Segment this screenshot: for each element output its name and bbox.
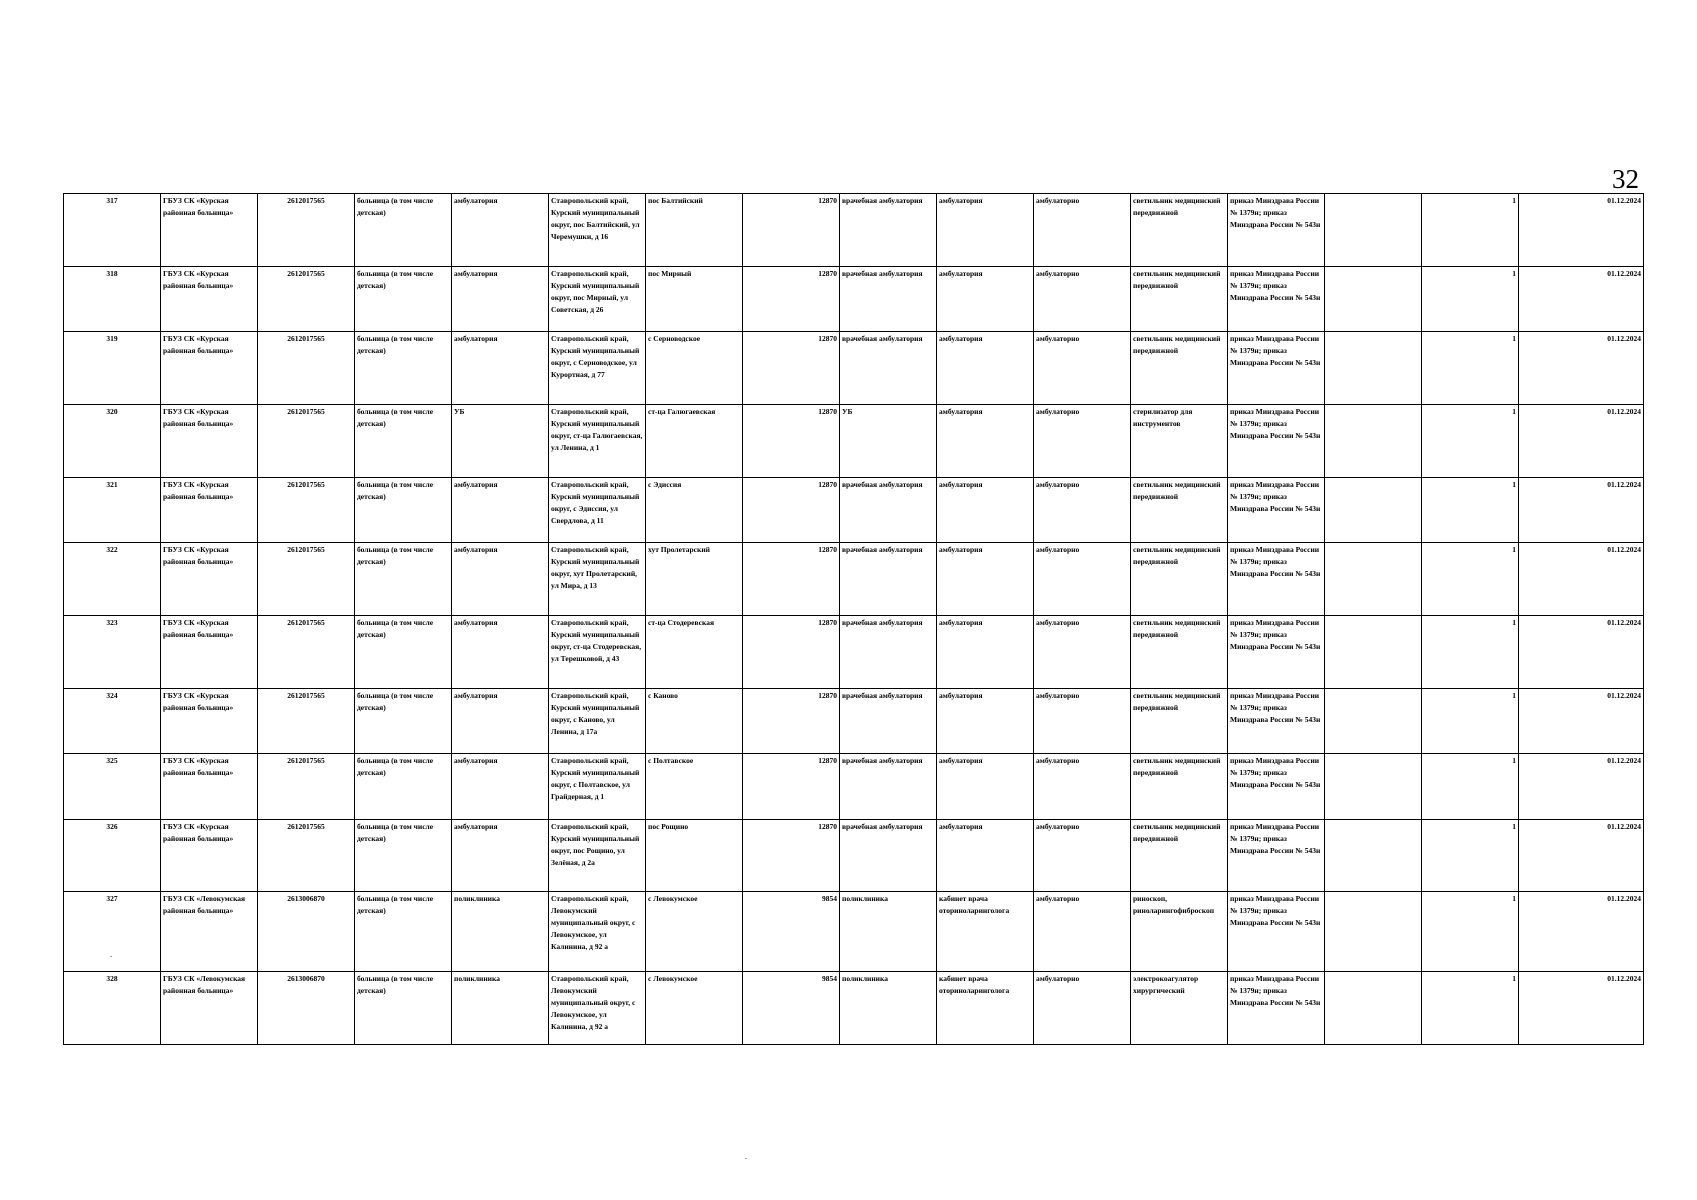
unit-name-cell: врачебная амбулатория: [840, 194, 937, 267]
inn-cell: 2612017565: [258, 332, 355, 405]
row-number-cell: 325: [64, 754, 161, 820]
date-cell: 01.12.2024: [1519, 754, 1644, 820]
care-form-cell: амбулаторно: [1034, 892, 1131, 972]
equipment-cell: электрокоагулятор хирургический: [1131, 972, 1228, 1045]
equipment-cell: светильник медицинский передвижной: [1131, 266, 1228, 332]
care-form-cell: амбулаторно: [1034, 332, 1131, 405]
inn-cell: 2612017565: [258, 688, 355, 754]
quantity-cell: 1: [1422, 266, 1519, 332]
organization-type-cell: больница (в том числе детская): [355, 892, 452, 972]
inn-cell: 2612017565: [258, 819, 355, 892]
organization-type-cell: больница (в том числе детская): [355, 194, 452, 267]
unit-type-cell: поликлиника: [452, 972, 549, 1045]
quantity-cell: 1: [1422, 332, 1519, 405]
page-number: 32: [1612, 164, 1639, 194]
equipment-cell: светильник медицинский передвижной: [1131, 819, 1228, 892]
code-cell: 12870: [743, 332, 840, 405]
date-cell: 01.12.2024: [1519, 543, 1644, 616]
order-reference-cell: приказ Минздрава России № 1379н; приказ Минздрава России № 543н: [1228, 688, 1325, 754]
code-cell: 12870: [743, 266, 840, 332]
department-cell: амбулатория: [937, 477, 1034, 543]
code-cell: 12870: [743, 404, 840, 477]
inn-cell: 2613006870: [258, 892, 355, 972]
code-cell: 12870: [743, 543, 840, 616]
quantity-cell: 1: [1422, 615, 1519, 688]
locality-cell: пос Рощино: [646, 819, 743, 892]
equipment-cell: светильник медицинский передвижной: [1131, 543, 1228, 616]
table-row: [64, 543, 1644, 616]
date-cell: 01.12.2024: [1519, 892, 1644, 972]
care-form-cell: амбулаторно: [1034, 615, 1131, 688]
scan-dot-mark: .: [110, 950, 112, 959]
unit-name-cell: врачебная амбулатория: [840, 688, 937, 754]
unit-type-cell: поликлиника: [452, 892, 549, 972]
table-row: [64, 477, 1644, 543]
order-reference-cell: приказ Минздрава России № 1379н; приказ Минздрава России № 543н: [1228, 332, 1325, 405]
quantity-cell: 1: [1422, 477, 1519, 543]
empty-cell: [1325, 332, 1422, 405]
date-cell: 01.12.2024: [1519, 266, 1644, 332]
organization-cell: ГБУЗ СК «Левокумская районная больница»: [161, 892, 258, 972]
unit-name-cell: врачебная амбулатория: [840, 332, 937, 405]
address-cell: Ставропольский край, Левокумский муниципальный округ, с Левокумское, ул Калинина, д 92 а: [549, 892, 646, 972]
organization-cell: ГБУЗ СК «Курская районная больница»: [161, 404, 258, 477]
table-row: [64, 615, 1644, 688]
code-cell: 12870: [743, 194, 840, 267]
department-cell: амбулатория: [937, 819, 1034, 892]
row-number-cell: 326: [64, 819, 161, 892]
organization-cell: ГБУЗ СК «Курская районная больница»: [161, 819, 258, 892]
row-number-cell: 327: [64, 892, 161, 972]
locality-cell: с Каново: [646, 688, 743, 754]
unit-type-cell: амбулатория: [452, 266, 549, 332]
table-row: [64, 332, 1644, 405]
date-cell: 01.12.2024: [1519, 194, 1644, 267]
unit-name-cell: врачебная амбулатория: [840, 477, 937, 543]
organization-cell: ГБУЗ СК «Курская районная больница»: [161, 194, 258, 267]
order-reference-cell: приказ Минздрава России № 1379н; приказ Минздрава России № 543н: [1228, 972, 1325, 1045]
organization-cell: ГБУЗ СК «Курская районная больница»: [161, 543, 258, 616]
order-reference-cell: приказ Минздрава России № 1379н; приказ Минздрава России № 543н: [1228, 543, 1325, 616]
empty-cell: [1325, 404, 1422, 477]
unit-name-cell: врачебная амбулатория: [840, 754, 937, 820]
department-cell: амбулатория: [937, 404, 1034, 477]
code-cell: 12870: [743, 819, 840, 892]
date-cell: 01.12.2024: [1519, 688, 1644, 754]
department-cell: амбулатория: [937, 688, 1034, 754]
date-cell: 01.12.2024: [1519, 615, 1644, 688]
unit-type-cell: амбулатория: [452, 477, 549, 543]
row-number-cell: 319: [64, 332, 161, 405]
equipment-cell: стерилизатор для инструментов: [1131, 404, 1228, 477]
quantity-cell: 1: [1422, 543, 1519, 616]
care-form-cell: амбулаторно: [1034, 972, 1131, 1045]
care-form-cell: амбулаторно: [1034, 819, 1131, 892]
code-cell: 12870: [743, 688, 840, 754]
unit-type-cell: УБ: [452, 404, 549, 477]
address-cell: Ставропольский край, Курский муниципальный округ, пос Балтийский, ул Черемушки, д 16: [549, 194, 646, 267]
organization-cell: ГБУЗ СК «Курская районная больница»: [161, 477, 258, 543]
address-cell: Ставропольский край, Курский муниципальный округ, с Полтавское, ул Грайдерная, д 1: [549, 754, 646, 820]
order-reference-cell: приказ Минздрава России № 1379н; приказ Минздрава России № 543н: [1228, 266, 1325, 332]
inn-cell: 2612017565: [258, 266, 355, 332]
unit-name-cell: врачебная амбулатория: [840, 266, 937, 332]
locality-cell: с Левокумское: [646, 892, 743, 972]
table-row: [64, 972, 1644, 1045]
code-cell: 12870: [743, 477, 840, 543]
unit-type-cell: амбулатория: [452, 754, 549, 820]
locality-cell: с Эдиссия: [646, 477, 743, 543]
table-row: [64, 688, 1644, 754]
unit-type-cell: амбулатория: [452, 615, 549, 688]
empty-cell: [1325, 615, 1422, 688]
address-cell: Ставропольский край, Курский муниципальный округ, с Каново, ул Ленина, д 17а: [549, 688, 646, 754]
locality-cell: с Левокумское: [646, 972, 743, 1045]
department-cell: амбулатория: [937, 615, 1034, 688]
scan-dot-mark: .: [745, 1152, 747, 1161]
table-row: [64, 754, 1644, 820]
row-number-cell: 324: [64, 688, 161, 754]
locality-cell: пос Балтийский: [646, 194, 743, 267]
date-cell: 01.12.2024: [1519, 477, 1644, 543]
inn-cell: 2612017565: [258, 754, 355, 820]
empty-cell: [1325, 543, 1422, 616]
organization-cell: ГБУЗ СК «Курская районная больница»: [161, 332, 258, 405]
address-cell: Ставропольский край, Курский муниципальный округ, пос Мирный, ул Советская, д 26: [549, 266, 646, 332]
unit-name-cell: врачебная амбулатория: [840, 819, 937, 892]
department-cell: кабинет врача оториноларинголога: [937, 972, 1034, 1045]
quantity-cell: 1: [1422, 892, 1519, 972]
inn-cell: 2612017565: [258, 477, 355, 543]
equipment-cell: светильник медицинский передвижной: [1131, 477, 1228, 543]
organization-type-cell: больница (в том числе детская): [355, 404, 452, 477]
quantity-cell: 1: [1422, 754, 1519, 820]
row-number-cell: 323: [64, 615, 161, 688]
order-reference-cell: приказ Минздрава России № 1379н; приказ Минздрава России № 543н: [1228, 615, 1325, 688]
care-form-cell: амбулаторно: [1034, 477, 1131, 543]
address-cell: Ставропольский край, Курский муниципальный округ, пос Рощино, ул Зелёная, д 2а: [549, 819, 646, 892]
organization-cell: ГБУЗ СК «Курская районная больница»: [161, 688, 258, 754]
registry-table: [63, 193, 1644, 1045]
unit-type-cell: амбулатория: [452, 688, 549, 754]
address-cell: Ставропольский край, Курский муниципальный округ, хут Пролетарский, ул Мира, д 13: [549, 543, 646, 616]
locality-cell: с Полтавское: [646, 754, 743, 820]
care-form-cell: амбулаторно: [1034, 688, 1131, 754]
organization-type-cell: больница (в том числе детская): [355, 477, 452, 543]
locality-cell: ст-ца Галюгаевская: [646, 404, 743, 477]
care-form-cell: амбулаторно: [1034, 754, 1131, 820]
department-cell: амбулатория: [937, 543, 1034, 616]
order-reference-cell: приказ Минздрава России № 1379н; приказ Минздрава России № 543н: [1228, 404, 1325, 477]
department-cell: амбулатория: [937, 332, 1034, 405]
locality-cell: ст-ца Стодеревская: [646, 615, 743, 688]
organization-cell: ГБУЗ СК «Курская районная больница»: [161, 266, 258, 332]
unit-name-cell: УБ: [840, 404, 937, 477]
empty-cell: [1325, 754, 1422, 820]
row-number-cell: 328: [64, 972, 161, 1045]
empty-cell: [1325, 892, 1422, 972]
table-row: [64, 194, 1644, 267]
organization-cell: ГБУЗ СК «Курская районная больница»: [161, 615, 258, 688]
organization-type-cell: больница (в том числе детская): [355, 754, 452, 820]
inn-cell: 2612017565: [258, 404, 355, 477]
address-cell: Ставропольский край, Курский муниципальный округ, ст-ца Стодеревская, ул Терешковой, д 43: [549, 615, 646, 688]
row-number-cell: 320: [64, 404, 161, 477]
locality-cell: хут Пролетарский: [646, 543, 743, 616]
empty-cell: [1325, 194, 1422, 267]
inn-cell: 2612017565: [258, 194, 355, 267]
order-reference-cell: приказ Минздрава России № 1379н; приказ Минздрава России № 543н: [1228, 892, 1325, 972]
date-cell: 01.12.2024: [1519, 819, 1644, 892]
department-cell: амбулатория: [937, 754, 1034, 820]
table-row: [64, 404, 1644, 477]
care-form-cell: амбулаторно: [1034, 194, 1131, 267]
organization-type-cell: больница (в том числе детская): [355, 332, 452, 405]
organization-type-cell: больница (в том числе детская): [355, 266, 452, 332]
inn-cell: 2612017565: [258, 615, 355, 688]
quantity-cell: 1: [1422, 404, 1519, 477]
unit-type-cell: амбулатория: [452, 819, 549, 892]
unit-name-cell: врачебная амбулатория: [840, 543, 937, 616]
organization-type-cell: больница (в том числе детская): [355, 819, 452, 892]
quantity-cell: 1: [1422, 972, 1519, 1045]
quantity-cell: 1: [1422, 688, 1519, 754]
inn-cell: 2613006870: [258, 972, 355, 1045]
unit-type-cell: амбулатория: [452, 194, 549, 267]
date-cell: 01.12.2024: [1519, 972, 1644, 1045]
unit-name-cell: поликлиника: [840, 892, 937, 972]
code-cell: 9854: [743, 892, 840, 972]
organization-type-cell: больница (в том числе детская): [355, 972, 452, 1045]
row-number-cell: 322: [64, 543, 161, 616]
locality-cell: пос Мирный: [646, 266, 743, 332]
unit-name-cell: врачебная амбулатория: [840, 615, 937, 688]
address-cell: Ставропольский край, Курский муниципальный округ, с Эдиссия, ул Свердлова, д 11: [549, 477, 646, 543]
care-form-cell: амбулаторно: [1034, 404, 1131, 477]
date-cell: 01.12.2024: [1519, 404, 1644, 477]
empty-cell: [1325, 688, 1422, 754]
department-cell: кабинет врача оториноларинголога: [937, 892, 1034, 972]
address-cell: Ставропольский край, Курский муниципальный округ, ст-ца Галюгаевская, ул Ленина, д 1: [549, 404, 646, 477]
empty-cell: [1325, 972, 1422, 1045]
address-cell: Ставропольский край, Левокумский муниципальный округ, с Левокумское, ул Калинина, д 92 а: [549, 972, 646, 1045]
equipment-cell: светильник медицинский передвижной: [1131, 332, 1228, 405]
code-cell: 9854: [743, 972, 840, 1045]
quantity-cell: 1: [1422, 819, 1519, 892]
inn-cell: 2612017565: [258, 543, 355, 616]
equipment-cell: светильник медицинский передвижной: [1131, 194, 1228, 267]
row-number-cell: 321: [64, 477, 161, 543]
unit-type-cell: амбулатория: [452, 332, 549, 405]
row-number-cell: 318: [64, 266, 161, 332]
order-reference-cell: приказ Минздрава России № 1379н; приказ Минздрава России № 543н: [1228, 819, 1325, 892]
equipment-cell: светильник медицинский передвижной: [1131, 688, 1228, 754]
quantity-cell: 1: [1422, 194, 1519, 267]
address-cell: Ставропольский край, Курский муниципальный округ, с Серноводское, ул Курортная, д 77: [549, 332, 646, 405]
equipment-cell: светильник медицинский передвижной: [1131, 754, 1228, 820]
order-reference-cell: приказ Минздрава России № 1379н; приказ Минздрава России № 543н: [1228, 477, 1325, 543]
order-reference-cell: приказ Минздрава России № 1379н; приказ Минздрава России № 543н: [1228, 754, 1325, 820]
empty-cell: [1325, 266, 1422, 332]
date-cell: 01.12.2024: [1519, 332, 1644, 405]
organization-cell: ГБУЗ СК «Левокумская районная больница»: [161, 972, 258, 1045]
locality-cell: с Серноводское: [646, 332, 743, 405]
equipment-cell: светильник медицинский передвижной: [1131, 615, 1228, 688]
order-reference-cell: приказ Минздрава России № 1379н; приказ Минздрава России № 543н: [1228, 194, 1325, 267]
table-row: [64, 892, 1644, 972]
empty-cell: [1325, 477, 1422, 543]
table-row: [64, 266, 1644, 332]
unit-name-cell: поликлиника: [840, 972, 937, 1045]
row-number-cell: 317: [64, 194, 161, 267]
code-cell: 12870: [743, 754, 840, 820]
unit-type-cell: амбулатория: [452, 543, 549, 616]
department-cell: амбулатория: [937, 266, 1034, 332]
code-cell: 12870: [743, 615, 840, 688]
empty-cell: [1325, 819, 1422, 892]
organization-type-cell: больница (в том числе детская): [355, 688, 452, 754]
table-row: [64, 819, 1644, 892]
equipment-cell: риноскоп, риноларингофиброскоп: [1131, 892, 1228, 972]
organization-cell: ГБУЗ СК «Курская районная больница»: [161, 754, 258, 820]
organization-type-cell: больница (в том числе детская): [355, 543, 452, 616]
department-cell: амбулатория: [937, 194, 1034, 267]
care-form-cell: амбулаторно: [1034, 543, 1131, 616]
registry-body: [64, 194, 1644, 1045]
care-form-cell: амбулаторно: [1034, 266, 1131, 332]
organization-type-cell: больница (в том числе детская): [355, 615, 452, 688]
